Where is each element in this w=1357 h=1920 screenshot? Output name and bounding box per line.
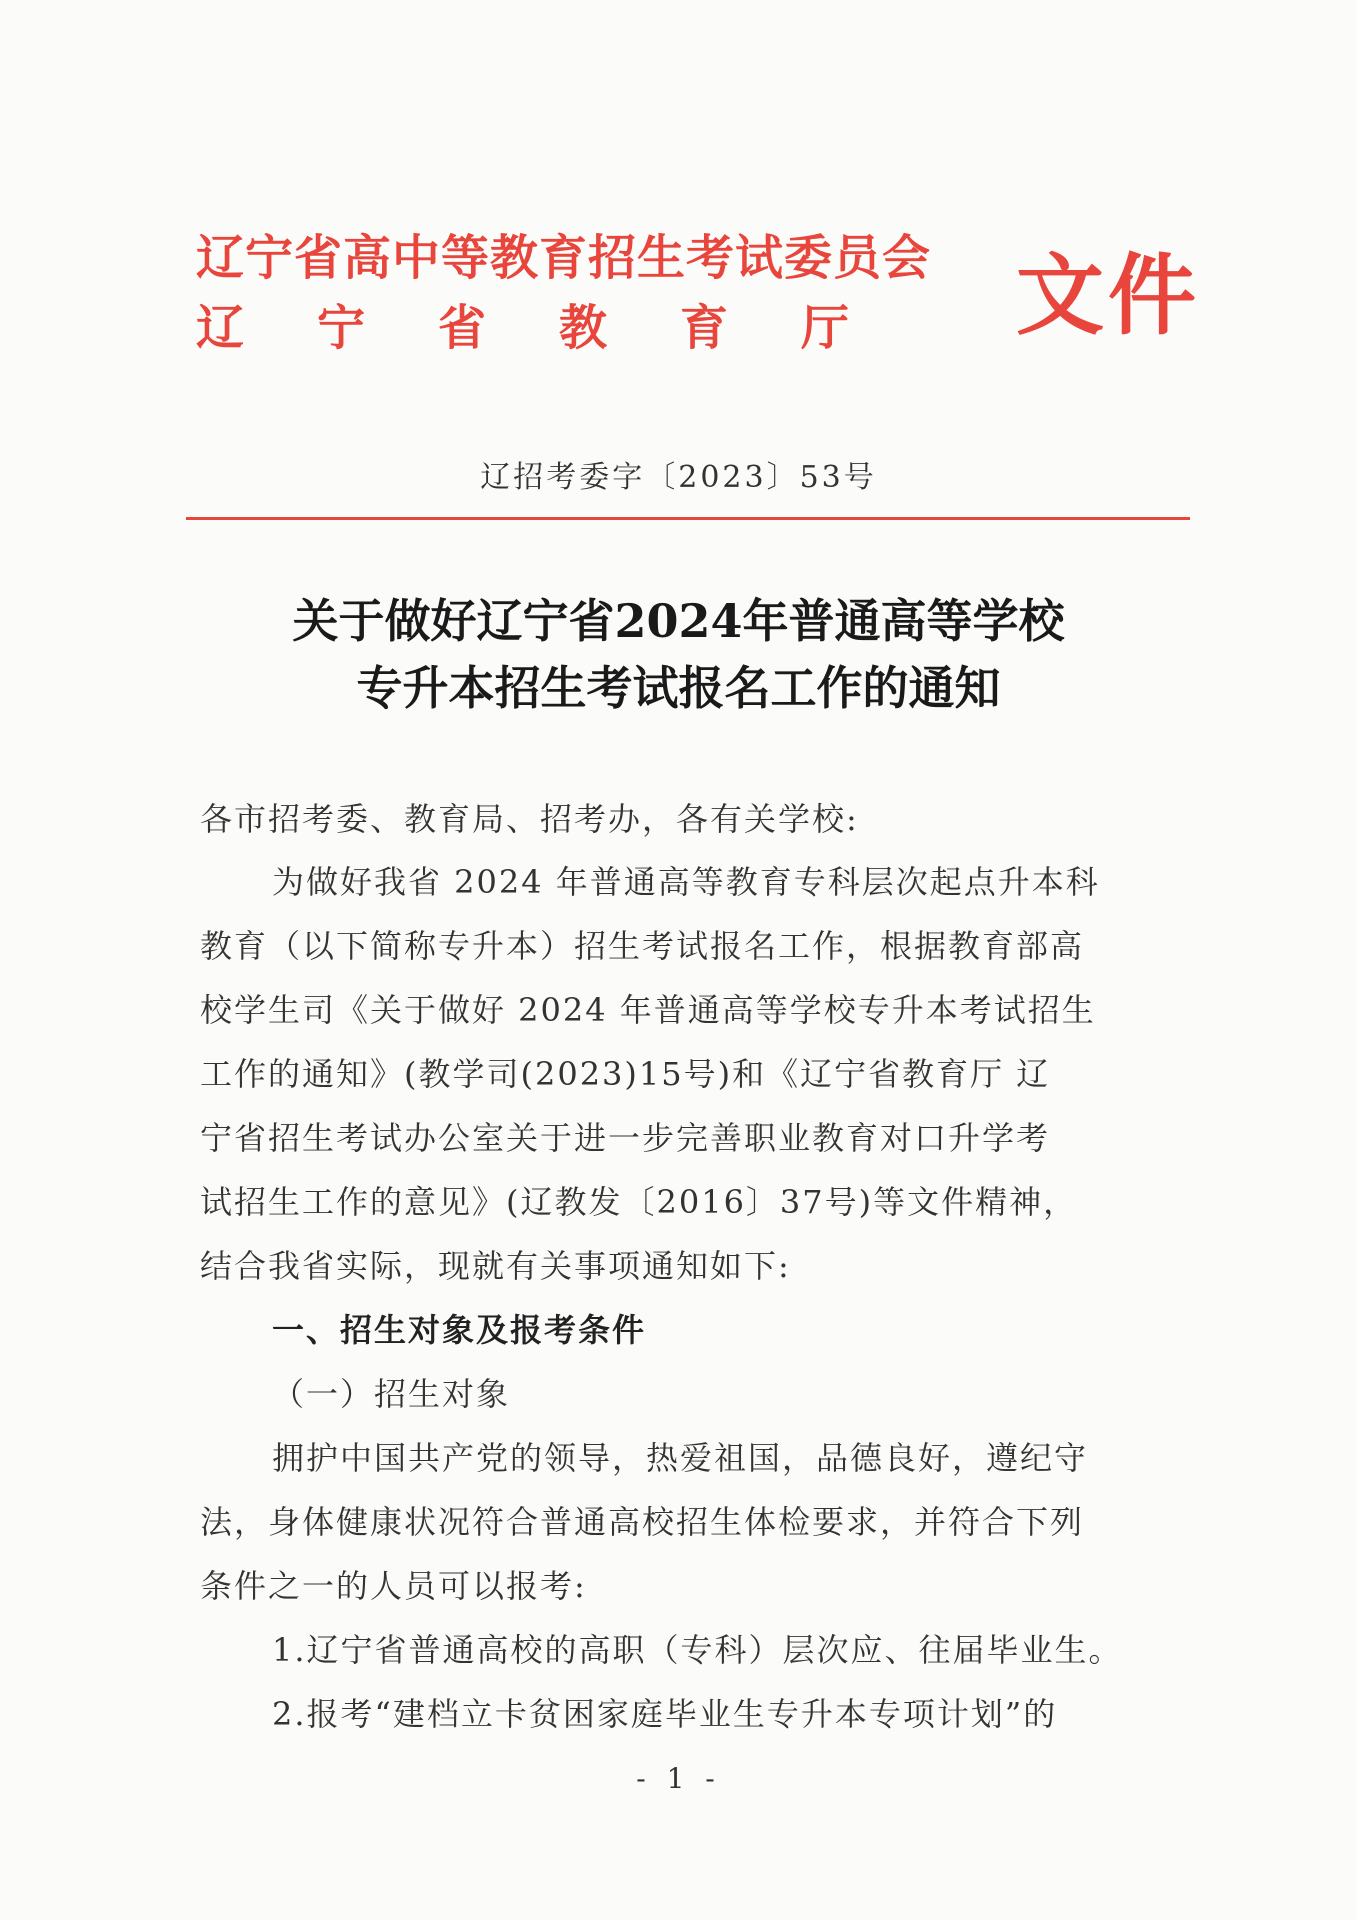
paragraph-line: 结合我省实际，现就有关事项通知如下: xyxy=(200,1247,791,1285)
document-title-line-1: 关于做好辽宁省2024年普通高等学校 xyxy=(292,594,1065,648)
document-title-line-2: 专升本招生考试报名工作的通知 xyxy=(356,661,1001,715)
paragraph-line: 条件之一的人员可以报考: xyxy=(200,1567,587,1605)
issuing-org-line-2: 辽宁省教育厅 xyxy=(196,300,923,356)
paragraph-line: 为做好我省 2024 年普通高等教育专科层次起点升本科 xyxy=(272,863,1100,901)
issuing-org-line-1: 辽宁省高中等教育招生考试委员会 xyxy=(196,230,932,286)
document-type-label: 文件 xyxy=(1016,244,1201,347)
page-number: - 1 - xyxy=(636,1762,721,1795)
list-item: 2.报考“建档立卡贫困家庭毕业生专升本专项计划”的 xyxy=(272,1695,1058,1733)
salutation: 各市招考委、教育局、招考办，各有关学校: xyxy=(200,800,859,838)
paragraph-line: 法，身体健康状况符合普通高校招生体检要求，并符合下列 xyxy=(200,1503,1085,1541)
subsection-heading: （一）招生对象 xyxy=(272,1375,511,1413)
paragraph-line: 校学生司《关于做好 2024 年普通高等学校专升本考试招生 xyxy=(200,991,1096,1029)
paragraph-line: 宁省招生考试办公室关于进一步完善职业教育对口升学考 xyxy=(200,1119,1051,1157)
list-item: 1.辽宁省普通高校的高职（专科）层次应、往届毕业生。 xyxy=(272,1631,1123,1669)
section-heading: 一、招生对象及报考条件 xyxy=(272,1311,647,1349)
document-number: 辽招考委字〔2023〕53号 xyxy=(480,460,877,495)
paragraph-line: 试招生工作的意见》(辽教发〔2016〕37号)等文件精神， xyxy=(200,1183,1078,1221)
paragraph-line: 工作的通知》(教学司(2023)15号)和《辽宁省教育厅 辽 xyxy=(200,1055,1051,1093)
paragraph-line: 拥护中国共产党的领导，热爱祖国，品德良好，遵纪守 xyxy=(272,1439,1089,1477)
paragraph-line: 教育（以下简称专升本）招生考试报名工作，根据教育部高 xyxy=(200,927,1085,965)
document-body xyxy=(200,0,1160,1920)
